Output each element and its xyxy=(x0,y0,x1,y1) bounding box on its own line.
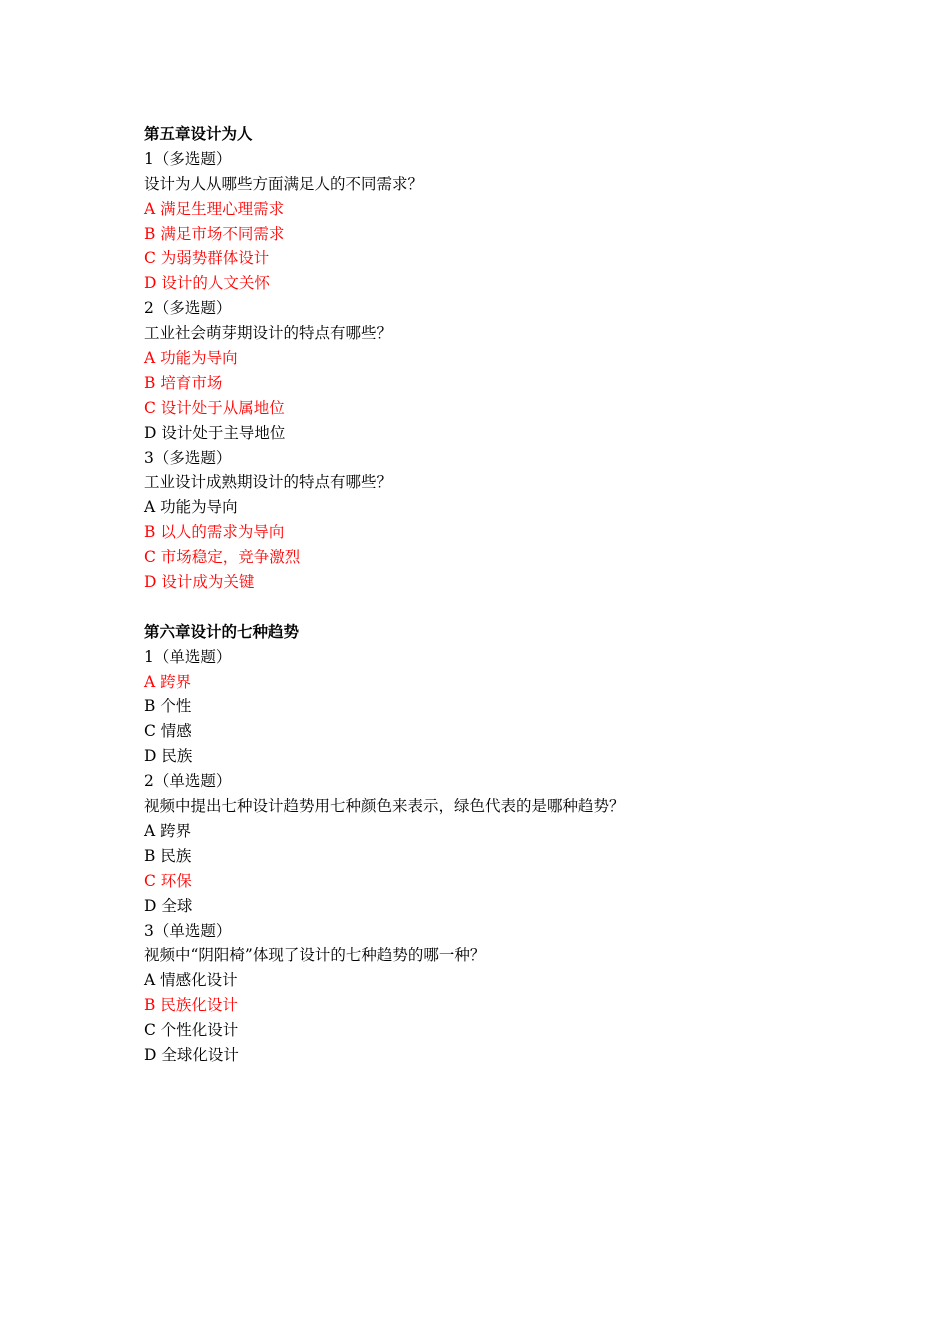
ch6-q3-option-a: A 情感化设计 xyxy=(144,971,238,990)
ch5-q2-option-a: A 功能为导向 xyxy=(144,349,238,368)
ch6-q1-type: 1（单选题） xyxy=(144,647,232,666)
document-page xyxy=(144,122,844,1068)
ch5-q1-option-d: D 设计的人文关怀 xyxy=(144,274,270,293)
ch6-q2-text: 视频中提出七种设计趋势用七种颜色来表示，绿色代表的是哪种趋势？ xyxy=(144,797,625,816)
ch5-q3-option-c: C 市场稳定，竞争激烈 xyxy=(144,548,301,567)
ch5-q1-option-b: B 满足市场不同需求 xyxy=(144,224,285,243)
ch6-q2-option-d: D 全球 xyxy=(144,896,193,915)
ch6-q2-option-b: B 民族 xyxy=(144,846,192,865)
ch6-q3-type: 3（单选题） xyxy=(144,921,232,940)
section-spacer xyxy=(144,595,844,620)
ch5-q2-text: 工业社会萌芽期设计的特点有哪些？ xyxy=(144,324,393,343)
ch6-q1-option-b: B 个性 xyxy=(144,697,192,716)
ch5-q1-option-c: C 为弱势群体设计 xyxy=(144,249,270,268)
chapter6-title: 第六章设计的七种趋势 xyxy=(144,622,300,641)
ch5-q2-option-b: B 培育市场 xyxy=(144,373,223,392)
ch5-q3-option-b: B 以人的需求为导向 xyxy=(144,523,285,542)
ch5-q3-type: 3（多选题） xyxy=(144,448,232,467)
ch5-q3-text: 工业设计成熟期设计的特点有哪些？ xyxy=(144,473,393,492)
ch5-q1-option-a: A 满足生理心理需求 xyxy=(144,199,285,218)
ch6-q1-option-d: D 民族 xyxy=(144,747,193,766)
ch5-q1-text: 设计为人从哪些方面满足人的不同需求？ xyxy=(144,174,424,193)
ch5-q2-type: 2（多选题） xyxy=(144,299,232,318)
ch6-q2-option-c: C 环保 xyxy=(144,871,192,890)
chapter5-title: 第五章设计为人 xyxy=(144,125,253,143)
ch6-q2-type: 2（单选题） xyxy=(144,772,232,791)
ch5-q2-option-d: D 设计处于主导地位 xyxy=(144,423,286,442)
ch6-q1-option-c: C 情感 xyxy=(144,722,192,741)
ch6-q2-option-a: A 跨界 xyxy=(144,821,192,840)
ch5-q3-option-d: D 设计成为关键 xyxy=(144,573,255,592)
ch5-q3-option-a: A 功能为导向 xyxy=(144,498,238,517)
ch6-q3-option-b: B 民族化设计 xyxy=(144,996,238,1015)
ch5-q1-type: 1（多选题） xyxy=(144,149,232,168)
ch6-q1-option-a: A 跨界 xyxy=(144,672,192,691)
ch6-q3-option-d: D 全球化设计 xyxy=(144,1045,239,1064)
ch6-q3-option-c: C 个性化设计 xyxy=(144,1021,239,1040)
ch6-q3-text: 视频中“阴阳椅”体现了设计的七种趋势的哪一种？ xyxy=(144,946,486,965)
ch5-q2-option-c: C 设计处于从属地位 xyxy=(144,398,285,417)
